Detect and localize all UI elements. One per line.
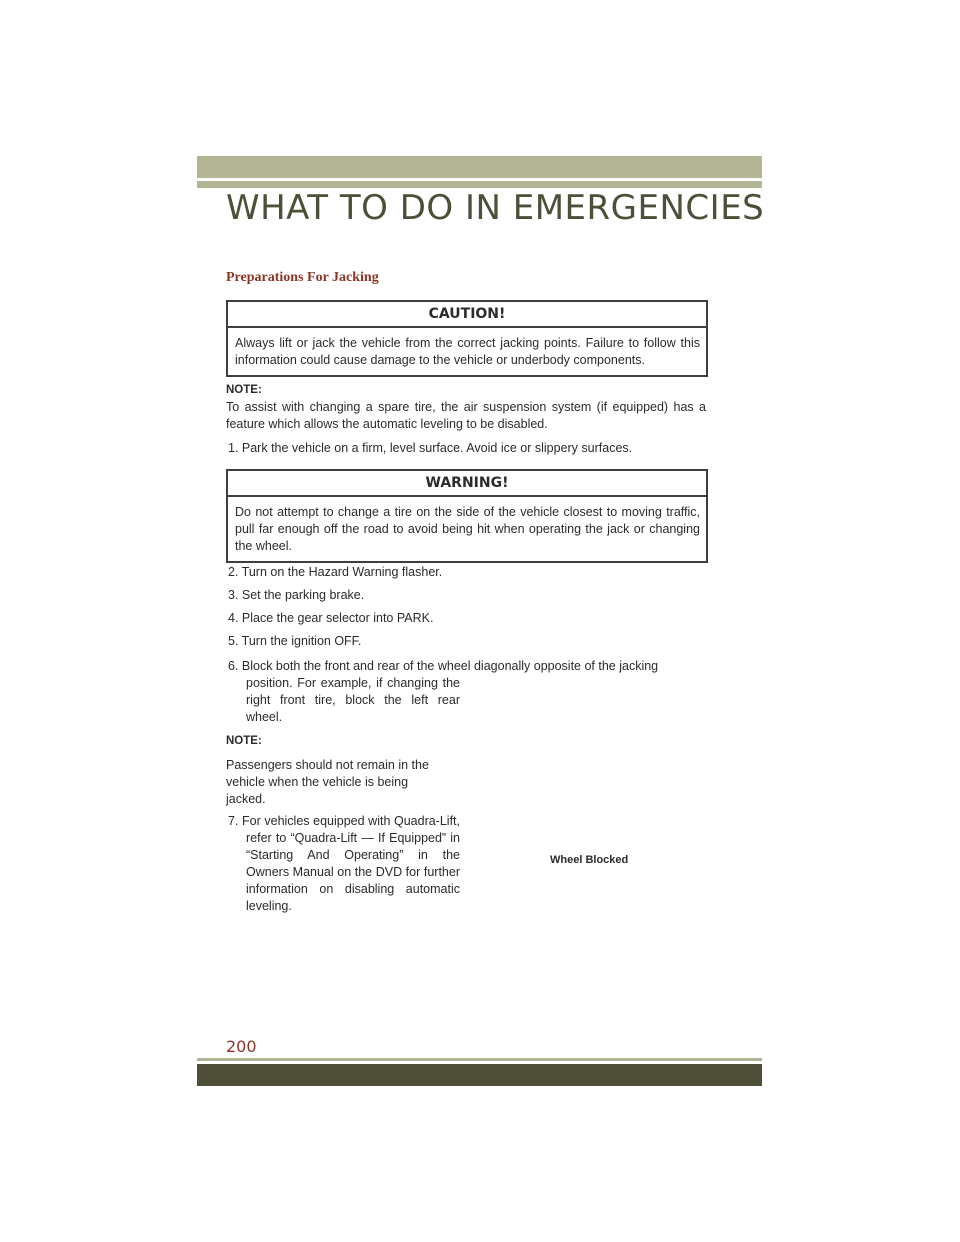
caution-box bbox=[226, 300, 708, 377]
figure-caption: Wheel Blocked bbox=[550, 854, 629, 866]
step-3: 3. Set the parking brake. bbox=[228, 588, 365, 602]
step-7: 7. For vehicles equipped with Quadra-Lift, refer to “Quadra-Lift — If Equipped” in “Starting And Operating” in the Owners Manual on the DVD for further information on disabling automatic leveling. bbox=[228, 814, 460, 913]
step-2: 2. Turn on the Hazard Warning flasher. bbox=[228, 565, 443, 579]
note-label: NOTE: bbox=[226, 384, 262, 396]
note-label: NOTE: bbox=[226, 735, 262, 747]
caution-text: Always lift or jack the vehicle from the correct jacking points. Failure to follow this information could cause damage to the vehicle or underbody components. bbox=[235, 336, 700, 367]
chapter-title: WHAT TO DO IN EMERGENCIES bbox=[226, 188, 765, 228]
header-band bbox=[197, 156, 762, 178]
footer-band bbox=[197, 1064, 762, 1086]
step-1: 1. Park the vehicle on a firm, level surface. Avoid ice or slippery surfaces. bbox=[228, 441, 633, 455]
note-text: To assist with changing a spare tire, the air suspension system (if equipped) has a feature which allows the automatic leveling to be disabled. bbox=[226, 400, 706, 431]
step-5: 5. Turn the ignition OFF. bbox=[228, 634, 362, 648]
step-6-continued: position. For example, if changing the right front tire, block the left rear wheel. bbox=[246, 676, 460, 724]
note-text: Passengers should not remain in the vehicle when the vehicle is being jacked. bbox=[226, 758, 429, 806]
step-4: 4. Place the gear selector into PARK. bbox=[228, 611, 434, 625]
warning-text: Do not attempt to change a tire on the side of the vehicle closest to moving traffic, pull far enough off the road to avoid being hit when operating the jack or changing the wheel. bbox=[235, 505, 700, 553]
caution-title: CAUTION! bbox=[228, 302, 706, 328]
warning-box bbox=[226, 469, 708, 563]
page-number: 200 bbox=[226, 1037, 257, 1056]
footer-rule bbox=[197, 1058, 762, 1061]
warning-title: WARNING! bbox=[228, 471, 706, 497]
header-rule bbox=[197, 181, 762, 188]
step-6: 6. Block both the front and rear of the wheel diagonally opposite of the jacking bbox=[228, 659, 659, 673]
section-heading: Preparations For Jacking bbox=[226, 270, 379, 285]
